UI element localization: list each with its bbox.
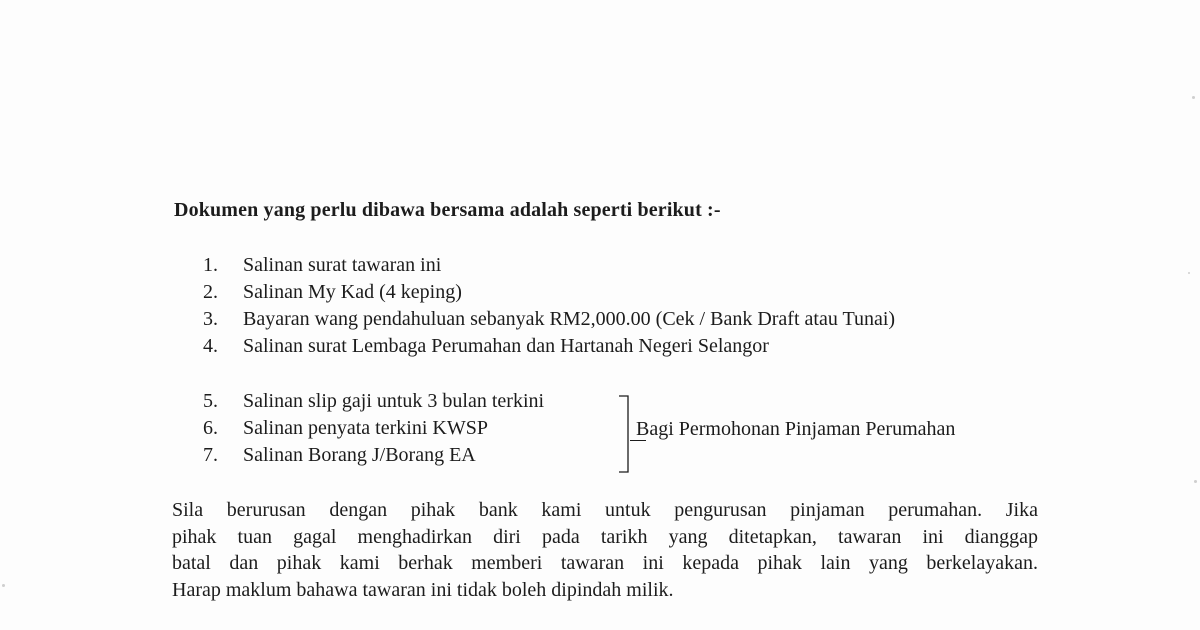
list-item: [203, 306, 895, 333]
paragraph-line: batal dan pihak kami berhak memberi tawaran ini kepada pihak lain yang berkelayakan.: [172, 552, 1038, 574]
list-item-text: Salinan surat tawaran ini: [243, 254, 442, 276]
list-item: [203, 388, 544, 415]
list-item: [203, 442, 544, 469]
scan-speck: [1194, 480, 1197, 483]
paragraph-line: Harap maklum bahawa tawaran ini tidak boleh dipindah milik.: [172, 578, 674, 601]
paragraph-line: pihak tuan gagal menghadirkan diri pada tarikh yang ditetapkan, tawaran ini dianggap: [172, 525, 1038, 548]
list-item-text: Bayaran wang pendahuluan sebanyak RM2,000.00 (Cek / Bank Draft atau Tunai): [243, 308, 896, 330]
right-bracket: [617, 395, 631, 473]
list-item-text: Salinan Borang J/Borang EA: [243, 444, 476, 466]
bracket-note: Bagi Permohonan Pinjaman Perumahan: [636, 418, 956, 440]
list-item: [203, 279, 895, 306]
list-item-text: Salinan My Kad (4 keping): [243, 281, 462, 303]
list-item: [203, 252, 895, 279]
list-item-number: 7.: [203, 444, 218, 466]
loan-documents-list: [203, 388, 544, 469]
required-documents-list: [203, 252, 895, 360]
scan-speck: [2, 584, 5, 587]
list-item-text: Salinan penyata terkini KWSP: [243, 417, 488, 439]
closing-paragraph: [172, 497, 1038, 603]
document-heading: Dokumen yang perlu dibawa bersama adalah seperti berikut :-: [174, 199, 721, 221]
list-item: [203, 415, 544, 442]
list-item-number: 2.: [203, 281, 218, 303]
list-item-text: Salinan surat Lembaga Perumahan dan Hartanah Negeri Selangor: [243, 335, 769, 357]
scan-speck: [1188, 272, 1190, 274]
paragraph-line: Sila berurusan dengan pihak bank kami untuk pengurusan pinjaman perumahan. Jika: [172, 499, 1038, 521]
list-item-number: 3.: [203, 308, 218, 330]
list-item-number: 4.: [203, 335, 218, 357]
list-item-text: Salinan slip gaji untuk 3 bulan terkini: [243, 390, 545, 412]
list-item-number: 5.: [203, 390, 218, 412]
list-item: [203, 333, 895, 360]
list-item-number: 6.: [203, 417, 218, 439]
scan-speck: [1192, 96, 1195, 99]
list-item-number: 1.: [203, 254, 218, 276]
